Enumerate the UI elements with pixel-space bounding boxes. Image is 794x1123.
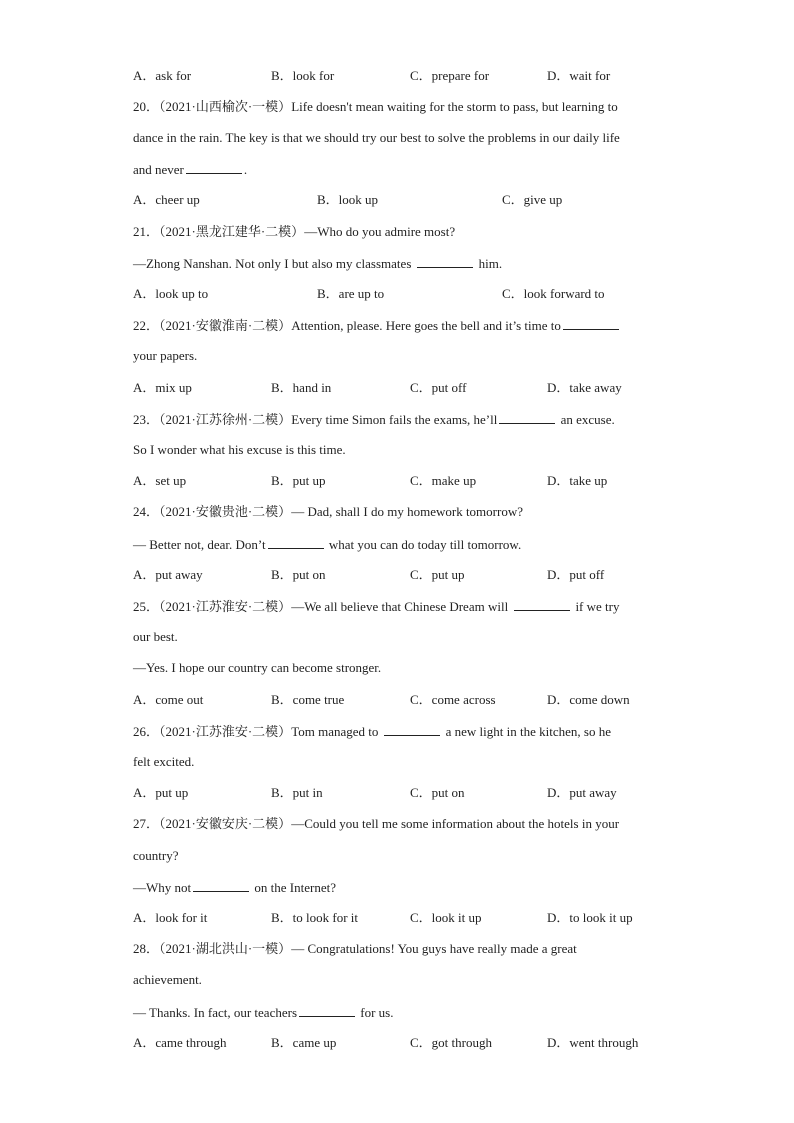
question-28-text (133, 971, 663, 989)
question-20-text (133, 129, 663, 147)
answer-blank[interactable] (499, 410, 555, 424)
question-source: （2021·安徽贵池·二模） (159, 504, 292, 519)
question-22-text (133, 347, 663, 365)
question-22-stem (133, 316, 663, 334)
question-text: and never (133, 162, 184, 177)
options-row (133, 1034, 663, 1052)
option-c: C．look forward to (502, 286, 605, 301)
question-number: 25． (133, 599, 160, 614)
answer-blank[interactable] (563, 316, 619, 330)
option-c: C．prepare for (410, 68, 490, 83)
question-text: — Better not, dear. Don’t (133, 537, 266, 552)
question-27-text (133, 878, 663, 896)
answer-blank[interactable] (193, 878, 249, 892)
question-text: Tom managed to (291, 724, 379, 739)
question-source: （2021·山西榆次·一模） (159, 99, 292, 114)
question-28-stem (133, 940, 663, 958)
option-a: A．came through (133, 1035, 227, 1050)
question-25-text (133, 659, 663, 677)
question-source: （2021·安徽淮南·二模） (159, 318, 292, 333)
question-text: — Thanks. In fact, our teachers (133, 1005, 298, 1020)
question-21-stem (133, 223, 663, 241)
option-a: A．put away (133, 567, 203, 582)
question-number: 22． (133, 318, 160, 333)
option-a: A．set up (133, 473, 187, 488)
option-b: B．to look for it (271, 910, 359, 925)
question-text: —Why not (133, 880, 192, 895)
option-a: A．put up (133, 785, 189, 800)
question-27-text (133, 847, 663, 865)
question-24-text (133, 535, 663, 553)
question-text: an excuse. (557, 412, 615, 427)
question-text: — Dad, shall I do my homework tomorrow? (291, 504, 523, 519)
option-d: D．wait for (547, 68, 611, 83)
option-a: A．mix up (133, 380, 192, 395)
question-number: 24． (133, 504, 160, 519)
question-26-stem (133, 722, 663, 740)
option-c: C．put off (410, 380, 467, 395)
answer-blank[interactable] (186, 160, 242, 174)
answer-blank[interactable] (417, 254, 473, 268)
question-text: your papers. (133, 348, 198, 363)
option-b: B．put up (271, 473, 326, 488)
question-text: — Congratulations! You guys have really made a great (291, 941, 577, 956)
option-d: D．went through (547, 1035, 639, 1050)
option-c: C．come across (410, 692, 496, 707)
question-text: dance in the rain. The key is that we should try our best to solve the problems in our daily life (133, 130, 620, 145)
option-c: C．give up (502, 192, 563, 207)
options-row (133, 191, 663, 209)
answer-blank[interactable] (514, 597, 570, 611)
question-23-stem (133, 410, 663, 428)
question-text: —Yes. I hope our country can become stronger. (133, 660, 382, 675)
question-number: 20． (133, 99, 160, 114)
question-text: . (243, 162, 248, 177)
question-21-text (133, 254, 663, 272)
question-number: 27． (133, 816, 160, 831)
question-text: achievement. (133, 972, 202, 987)
option-c: C．put on (410, 785, 465, 800)
option-a: A．look up to (133, 286, 209, 301)
option-c: C．make up (410, 473, 477, 488)
option-b: B．put in (271, 785, 323, 800)
question-number: 26． (133, 724, 160, 739)
question-text: country? (133, 848, 179, 863)
option-b: B．come true (271, 692, 345, 707)
question-text: Life doesn't mean waiting for the storm to pass, but learning to (291, 99, 618, 114)
option-c: C．got through (410, 1035, 492, 1050)
option-a: A．look for it (133, 910, 208, 925)
options-row (133, 472, 663, 490)
option-d: D．take away (547, 380, 622, 395)
question-source: （2021·江苏淮安·二模） (159, 599, 292, 614)
answer-blank[interactable] (299, 1003, 355, 1017)
answer-blank[interactable] (384, 722, 440, 736)
question-text: on the Internet? (251, 880, 336, 895)
question-number: 23． (133, 412, 160, 427)
question-text: felt excited. (133, 754, 195, 769)
question-20-stem (133, 98, 663, 116)
option-d: D．take up (547, 473, 608, 488)
question-source: （2021·黑龙江建华·二模） (159, 224, 305, 239)
question-text: Every time Simon fails the exams, he’ll (291, 412, 498, 427)
question-28-text (133, 1003, 663, 1021)
question-text: Attention, please. Here goes the bell and it’s time to (291, 318, 561, 333)
question-number: 28． (133, 941, 160, 956)
option-b: B．put on (271, 567, 326, 582)
option-b: B．came up (271, 1035, 337, 1050)
question-26-text (133, 753, 663, 771)
question-text: —Who do you admire most? (304, 224, 456, 239)
options-row (133, 285, 663, 303)
option-a: A．cheer up (133, 192, 200, 207)
question-text: if we try (572, 599, 620, 614)
option-c: C．look it up (410, 910, 482, 925)
options-row (133, 379, 663, 397)
question-source: （2021·湖北洪山·一模） (159, 941, 292, 956)
question-text: So I wonder what his excuse is this time. (133, 442, 346, 457)
option-d: D．come down (547, 692, 630, 707)
options-row (133, 566, 663, 584)
option-a: A．come out (133, 692, 204, 707)
option-c: C．put up (410, 567, 465, 582)
option-a: A．ask for (133, 68, 192, 83)
question-text: what you can do today till tomorrow. (325, 537, 522, 552)
option-b: B．are up to (317, 286, 385, 301)
question-text: a new light in the kitchen, so he (442, 724, 611, 739)
question-27-stem (133, 815, 663, 833)
options-row (133, 784, 663, 802)
question-24-stem (133, 503, 663, 521)
option-b: B．look for (271, 68, 335, 83)
question-25-stem (133, 597, 663, 615)
answer-blank[interactable] (268, 535, 324, 549)
question-source: （2021·江苏徐州·二模） (159, 412, 292, 427)
question-25-text (133, 628, 663, 646)
question-source: （2021·安徽安庆·二模） (159, 816, 292, 831)
option-d: D．put away (547, 785, 617, 800)
question-text: —We all believe that Chinese Dream will (291, 599, 509, 614)
question-source: （2021·江苏淮安·二模） (159, 724, 292, 739)
options-row (133, 691, 663, 709)
option-b: B．hand in (271, 380, 332, 395)
option-d: D．to look it up (547, 910, 633, 925)
question-20-text (133, 160, 663, 178)
question-text: —Zhong Nanshan. Not only I but also my classmates (133, 256, 412, 271)
question-23-text (133, 441, 663, 459)
question-text: him. (475, 256, 503, 271)
question-text: —Could you tell me some information about the hotels in your (291, 816, 620, 831)
question-number: 21． (133, 224, 160, 239)
question-text: our best. (133, 629, 178, 644)
option-b: B．look up (317, 192, 379, 207)
question-text: for us. (357, 1005, 394, 1020)
option-d: D．put off (547, 567, 605, 582)
options-row (133, 909, 663, 927)
options-row (133, 67, 663, 85)
